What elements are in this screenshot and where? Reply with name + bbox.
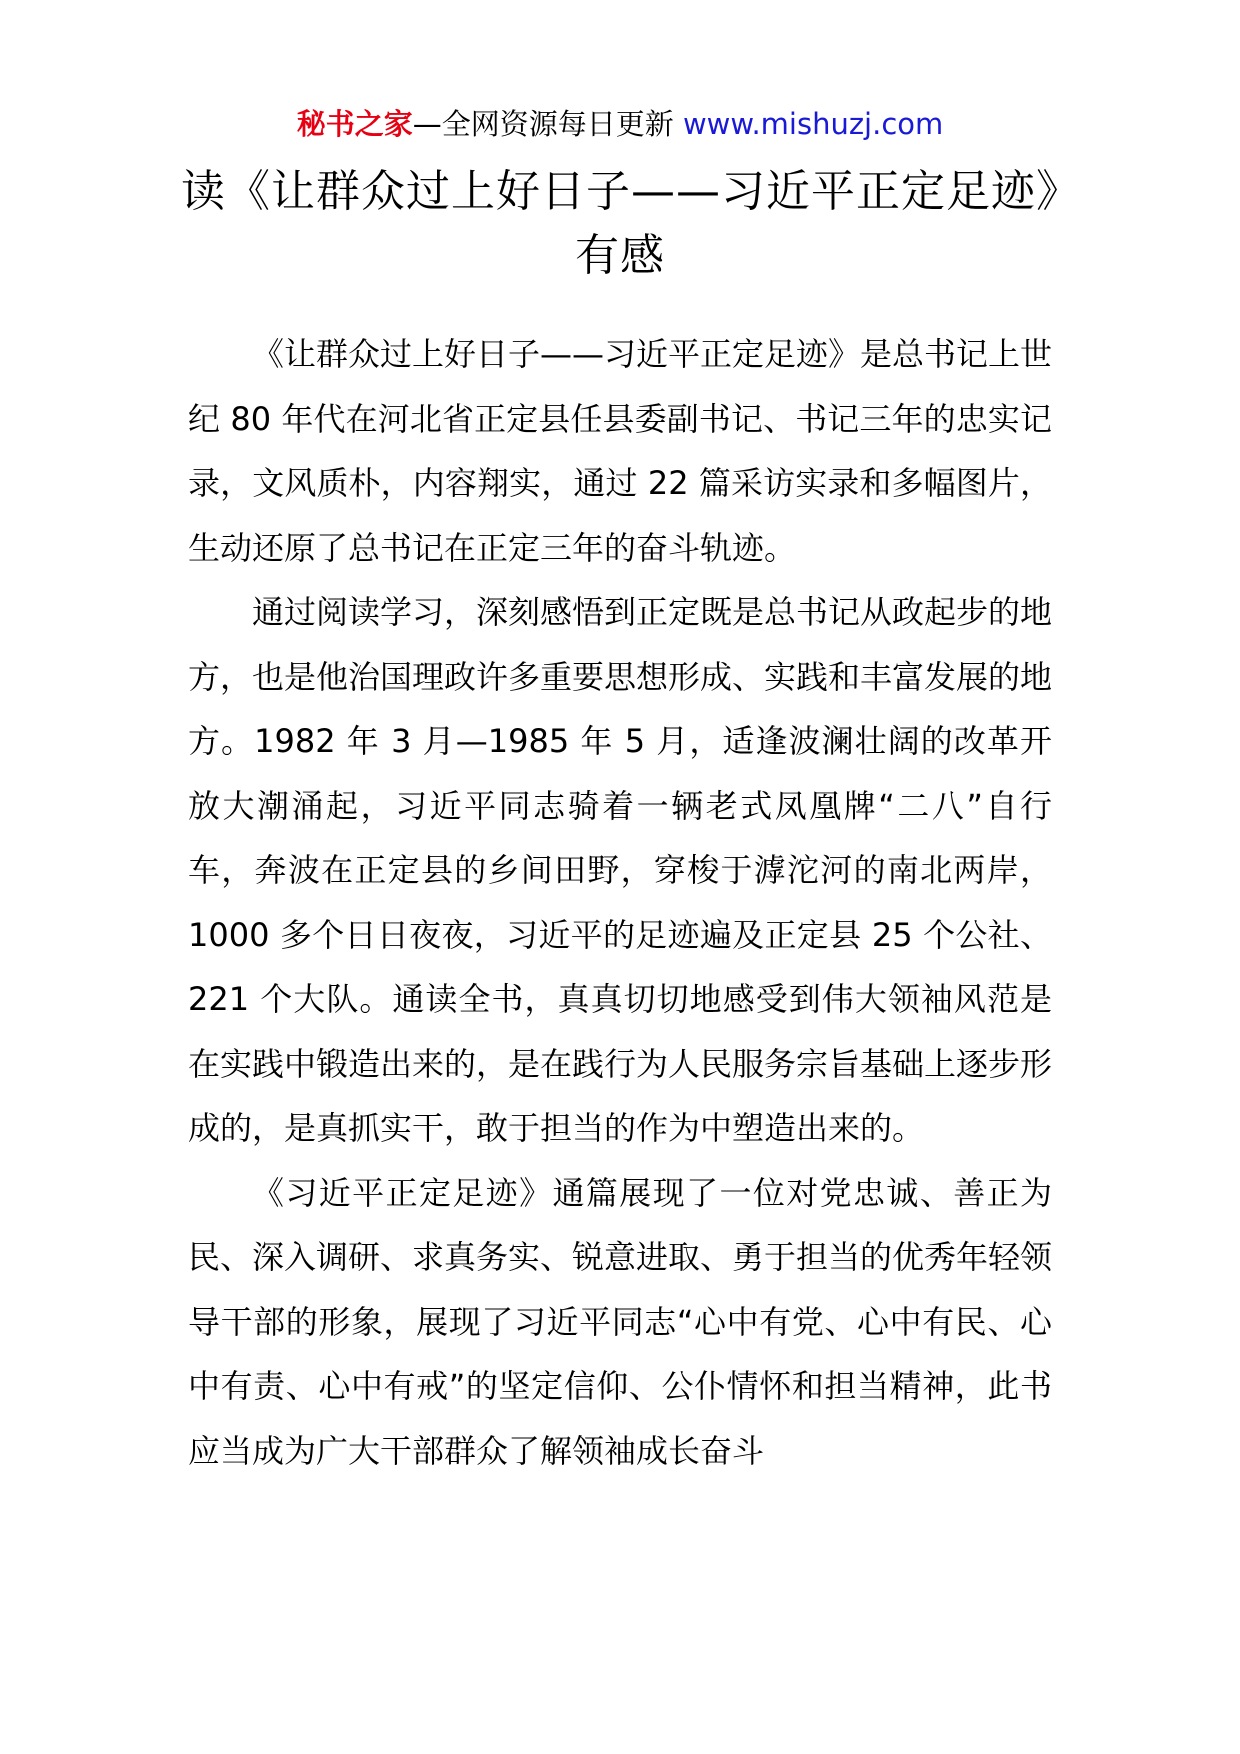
brand-name: 秘书之家 (296, 107, 413, 141)
site-link[interactable]: www.mishuzj.com (682, 107, 944, 141)
site-header (0, 104, 1240, 144)
paragraph: 《让群众过上好日子——习近平正定足迹》是总书记上世纪 80 年代在河北省正定县任县委副书记、书记三年的忠实记录，文风质朴，内容翔实，通过 22 篇采访实录和多幅图片，生动还原了总书记在正定三年的奋斗轨迹。 (188, 335, 1053, 567)
paragraph: 《习近平正定足迹》通篇展现了一位对党忠诚、善正为民、深入调研、求真务实、锐意进取、勇于担当的优秀年轻领导干部的形象，展现了习近平同志“心中有党、心中有民、心中有责、心中有戒”的坚定信仰、公仆情怀和担当精神，此书应当成为广大干部群众了解领袖成长奋斗 (188, 1173, 1053, 1470)
paragraph: 通过阅读学习，深刻感悟到正定既是总书记从政起步的地方，也是他治国理政许多重要思想形成、实践和丰富发展的地方。1982 年 3 月—1985 年 5 月，适逢波澜壮阔的改革开放大潮涌起，习近平同志骑着一辆老式凤凰牌“二八”自行车，奔波在正定县的乡间田野，穿梭于滹沱河的南北两岸，1000 多个日日夜夜，习近平的足迹遍及正定县 25 个公社、221 个大队。通读全书，真真切切地感受到伟大领袖风范是在实践中锻造出来的，是在践行为人民服务宗旨基础上逐步形成的，是真抓实干，敢于担当的作为中塑造出来的。 (188, 593, 1053, 1147)
document-body (188, 322, 1052, 1483)
document-title: 读《让群众过上好日子——习近平正定足迹》有感 (181, 166, 1059, 281)
header-tagline: —全网资源每日更新 (412, 107, 683, 141)
